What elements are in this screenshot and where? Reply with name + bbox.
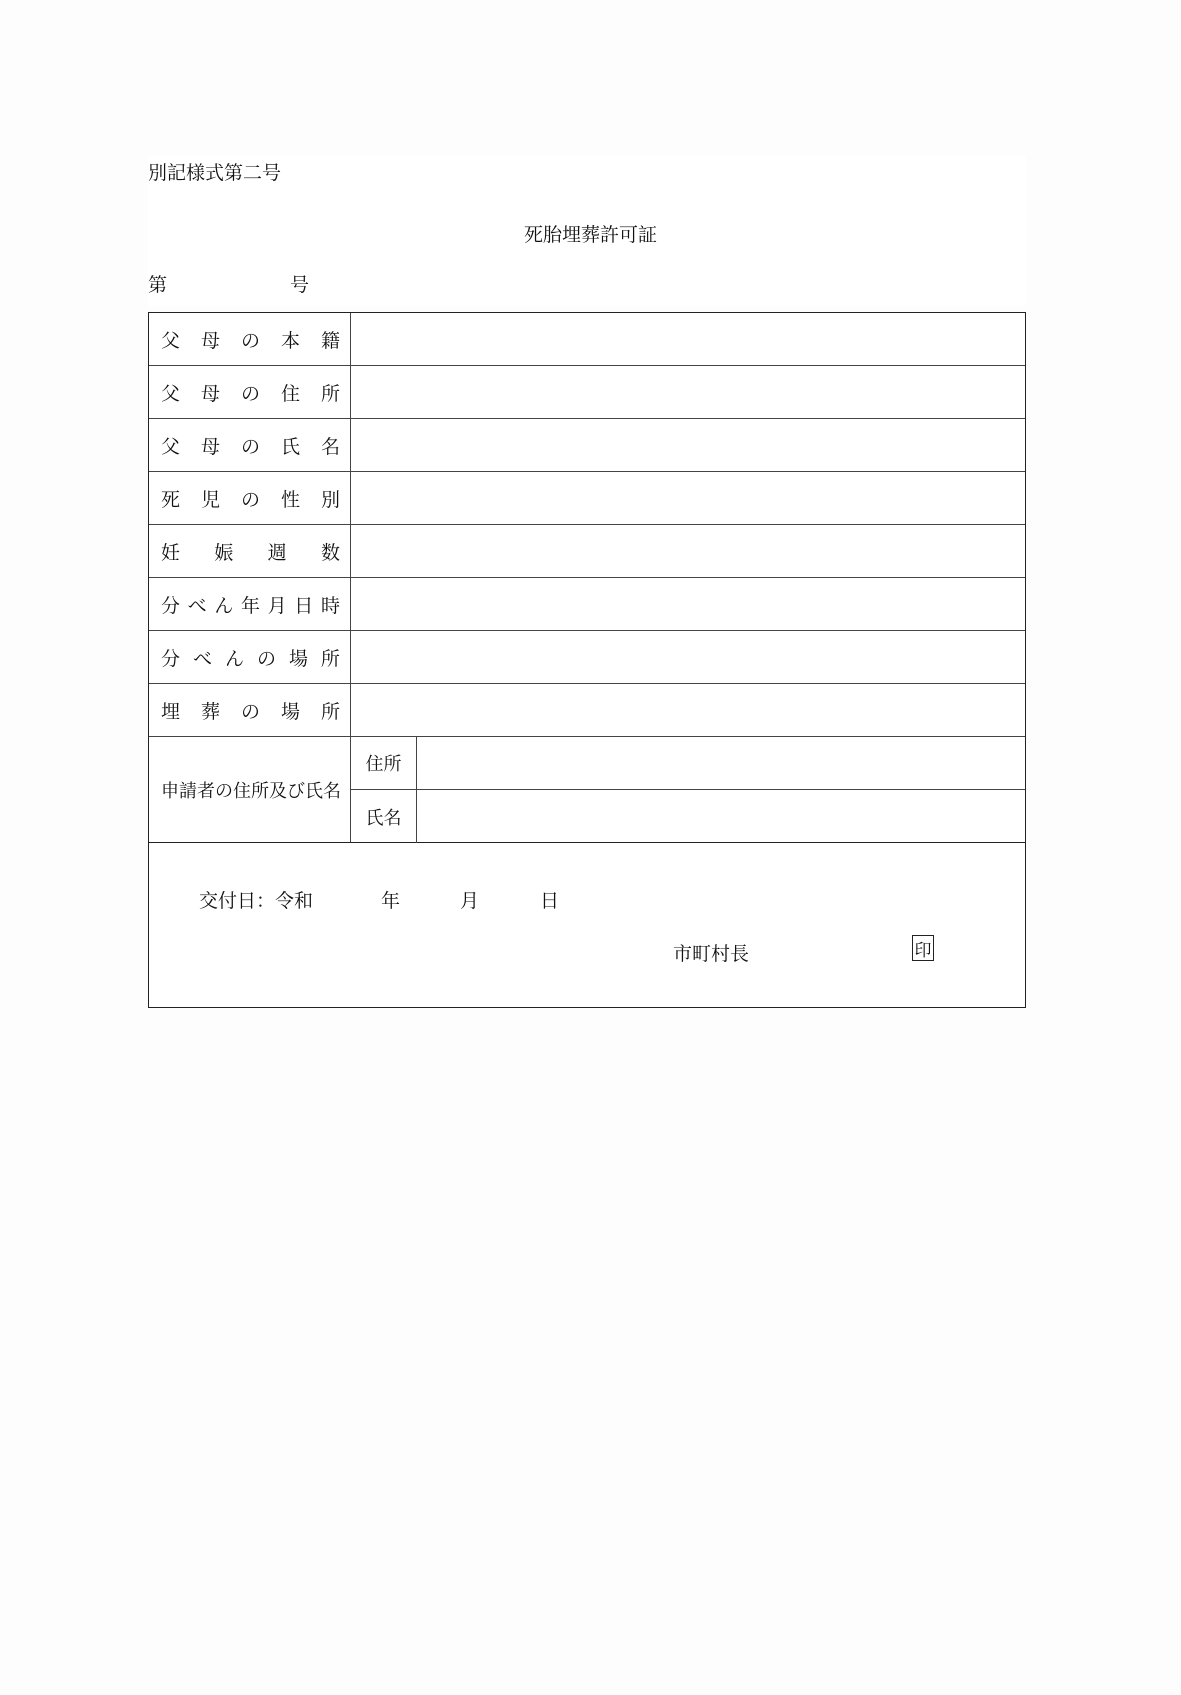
row-applicant	[149, 737, 1025, 843]
label-char: 名	[320, 435, 340, 458]
row-label	[149, 684, 351, 736]
label-char: 住	[280, 382, 300, 405]
label-char: 父	[161, 435, 181, 458]
label-char: の	[240, 382, 260, 405]
label-char: 葬	[200, 700, 220, 723]
label-char: 父	[161, 382, 181, 405]
label-char: 死	[161, 488, 181, 511]
label-char: 時	[320, 594, 340, 617]
row-delivery-datetime	[149, 578, 1025, 631]
label-char: 場	[288, 647, 308, 670]
label-char: 母	[200, 382, 220, 405]
label-char: 娠	[214, 541, 234, 564]
label-char: 氏	[280, 435, 300, 458]
row-label	[149, 313, 351, 365]
issue-day-label: 日	[540, 890, 560, 912]
label-char: 場	[280, 700, 300, 723]
field-delivery-datetime[interactable]	[351, 578, 1025, 630]
row-label	[149, 525, 351, 577]
label-char: 日	[294, 594, 314, 617]
label-char: の	[240, 329, 260, 352]
row-parents-address	[149, 366, 1025, 419]
label-char: の	[240, 488, 260, 511]
label-char: 母	[200, 435, 220, 458]
field-gestation-weeks[interactable]	[351, 525, 1025, 577]
issue-month-label: 月	[460, 890, 480, 912]
document-title: 死胎埋葬許可証	[523, 224, 657, 246]
number-prefix: 第	[148, 274, 168, 296]
label-char: の	[256, 647, 276, 670]
label-char: 妊	[161, 541, 181, 564]
field-delivery-place[interactable]	[351, 631, 1025, 683]
label-char: 父	[161, 329, 181, 352]
label-char: 所	[320, 647, 340, 670]
label-char: 週	[267, 541, 287, 564]
label-char: の	[240, 435, 260, 458]
row-label	[149, 472, 351, 524]
row-stillborn-sex	[149, 472, 1025, 525]
issue-year-label: 年	[381, 890, 401, 912]
label-char: 児	[200, 488, 220, 511]
seal-mark: 印	[912, 935, 934, 961]
label-char: 数	[320, 541, 340, 564]
applicant-address-field[interactable]	[417, 737, 1025, 789]
field-burial-place[interactable]	[351, 684, 1025, 736]
row-label	[149, 578, 351, 630]
label-char: 母	[200, 329, 220, 352]
field-parents-name[interactable]	[351, 419, 1025, 471]
field-stillborn-sex[interactable]	[351, 472, 1025, 524]
label-char: 本	[280, 329, 300, 352]
field-parents-address[interactable]	[351, 366, 1025, 418]
row-gestation-weeks	[149, 525, 1025, 578]
label-char: ん	[224, 647, 244, 670]
label-char: 分	[161, 647, 181, 670]
row-label	[149, 366, 351, 418]
applicant-label: 申請者の住所及び氏名	[149, 737, 351, 842]
label-char: 所	[320, 382, 340, 405]
row-parents-name	[149, 419, 1025, 472]
label-char: 別	[320, 488, 340, 511]
label-char: べ	[187, 594, 207, 617]
applicant-address-label: 住所	[351, 737, 417, 789]
row-delivery-place	[149, 631, 1025, 684]
label-char: べ	[192, 647, 212, 670]
applicant-address-row	[351, 737, 1025, 790]
applicant-name-label: 氏名	[351, 790, 417, 843]
issue-section	[149, 843, 1025, 1009]
label-char: ん	[214, 594, 234, 617]
label-char: 年	[240, 594, 260, 617]
mayor-label: 市町村長	[673, 943, 750, 965]
field-parents-domicile[interactable]	[351, 313, 1025, 365]
label-char: の	[240, 700, 260, 723]
label-char: 月	[267, 594, 287, 617]
label-char: 埋	[161, 700, 181, 723]
row-parents-domicile	[149, 313, 1025, 366]
label-char: 分	[161, 594, 181, 617]
row-burial-place	[149, 684, 1025, 737]
label-char: 性	[280, 488, 300, 511]
label-char: 籍	[320, 329, 340, 352]
row-label	[149, 631, 351, 683]
applicant-name-row	[351, 790, 1025, 843]
row-label	[149, 419, 351, 471]
permit-table	[148, 312, 1026, 1008]
applicant-name-field[interactable]	[417, 790, 1025, 843]
form-id: 別記様式第二号	[148, 162, 282, 184]
issue-date-label: 交付日：令和	[199, 890, 314, 912]
number-suffix: 号	[290, 274, 310, 296]
label-char: 所	[320, 700, 340, 723]
